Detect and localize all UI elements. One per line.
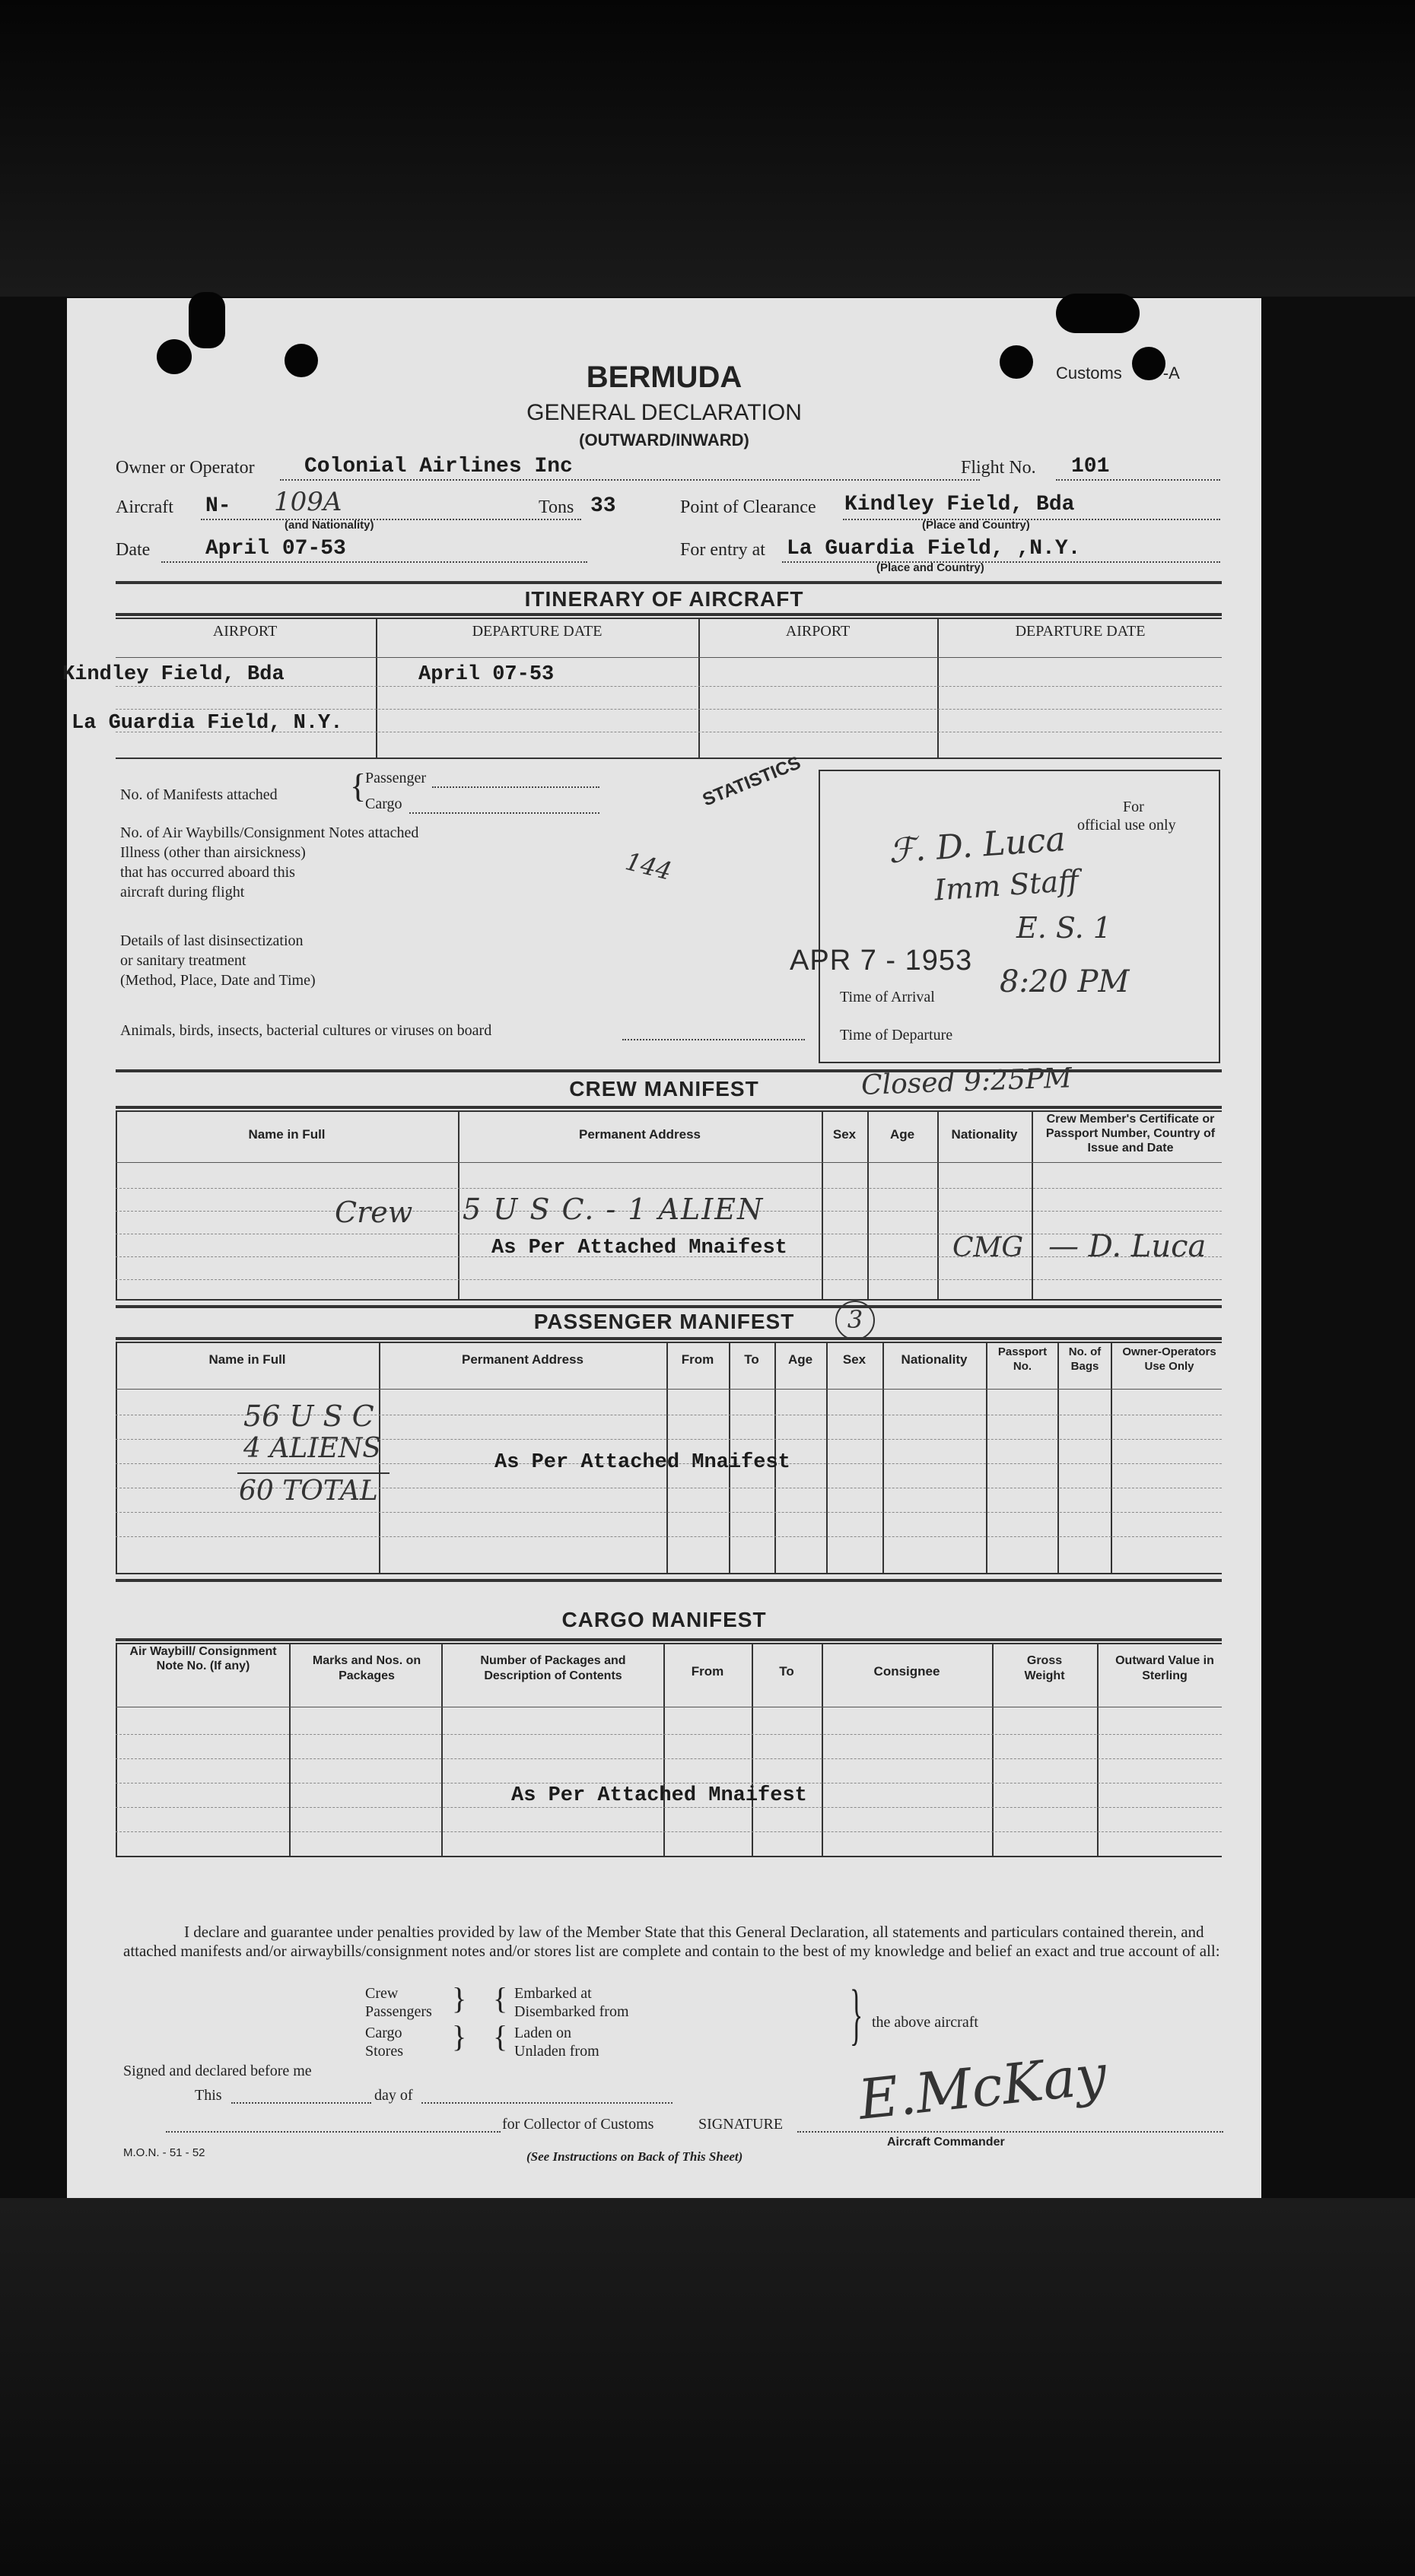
aircraft-prefix: N- (205, 494, 231, 518)
aircraft-registration: 109A (274, 487, 342, 517)
scan-border-bottom (0, 2198, 1415, 2576)
cargo-col-value: Outward Value in Sterling (1115, 1654, 1214, 1682)
cargo-heading: CARGO MANIFEST (561, 1608, 767, 1631)
passenger-col-age: Age (787, 1352, 813, 1367)
crew-col-address: Permanent Address (579, 1127, 701, 1142)
cargo-col-from: From (691, 1664, 724, 1679)
cargo-col-description: Number of Packages and Description of Contents (480, 1654, 626, 1682)
clearance-value: Kindley Field, Bda (844, 493, 1075, 516)
itinerary-row2-airport: La Guardia Field, N.Y. (72, 712, 343, 735)
crew-handwritten-label: Crew (335, 1196, 413, 1229)
illness-label-2: that has occurred aboard this (120, 864, 295, 881)
crew-col-age: Age (889, 1127, 915, 1142)
itinerary-col-date-1: DEPARTURE DATE (472, 623, 603, 640)
aircraft-label: Aircraft (116, 497, 173, 517)
passenger-col-nationality: Nationality (901, 1352, 968, 1367)
entry-value: La Guardia Field, ,N.Y. (787, 537, 1081, 561)
itinerary-col-airport-2: AIRPORT (785, 623, 851, 640)
passenger-col-address: Permanent Address (462, 1352, 583, 1367)
declaration-unladen: Unladen from (514, 2043, 599, 2060)
passenger-col-sex: Sex (842, 1352, 866, 1367)
form-direction: (OUTWARD/INWARD) (579, 430, 749, 449)
declaration-passengers: Passengers (365, 2003, 432, 2020)
entry-place-note: (Place and Country) (876, 561, 984, 574)
crew-attached-note: As Per Attached Mnaifest (491, 1237, 787, 1259)
official-label-1: For (1123, 799, 1144, 815)
itinerary-row1-date: April 07-53 (418, 663, 555, 686)
passenger-attached-note: As Per Attached Mnaifest (494, 1451, 790, 1474)
itinerary-col-airport-1: AIRPORT (212, 623, 278, 640)
passenger-col-from: From (681, 1352, 714, 1367)
instructions-note: (See Instructions on Back of This Sheet) (526, 2149, 743, 2164)
declaration-embarked: Embarked at (514, 1985, 592, 2002)
manifests-label: No. of Manifests attached (120, 786, 278, 803)
date-label: Date (116, 540, 151, 560)
crew-col-certificate: Crew Member's Certificate or Passport Number, Country of Issue and Date (1045, 1113, 1216, 1155)
itinerary-row1-airport: Kindley Field, Bda (62, 663, 285, 686)
collector-label: for Collector of Customs (502, 2116, 654, 2133)
passenger-hand-usc: 56 U S C (243, 1399, 374, 1433)
manifest-cargo-label: Cargo (365, 796, 402, 812)
date-value: April 07-53 (205, 537, 346, 561)
passenger-hand-total: 60 TOTAL (239, 1475, 378, 1507)
disinfect-label-2: or sanitary treatment (120, 952, 246, 969)
manifest-passenger-label: Passenger (365, 770, 426, 786)
aircraft-nationality-note: (and Nationality) (285, 519, 374, 532)
itinerary-col-date-2: DEPARTURE DATE (1015, 623, 1146, 640)
departure-label: Time of Departure (840, 1027, 953, 1043)
entry-label: For entry at (680, 540, 765, 560)
crew-initials: CMG (952, 1232, 1024, 1263)
crew-handwritten-count: 5 U S C. - 1 ALIEN (463, 1193, 765, 1226)
form-code: Customs -A (1056, 364, 1180, 383)
crew-col-nationality: Nationality (951, 1127, 1018, 1142)
crew-closed-note: Closed 9:25PM (860, 1062, 1073, 1101)
declaration-crew: Crew (365, 1985, 399, 2002)
tear-left (189, 292, 225, 348)
official-note-imm: Imm Staff (933, 863, 1080, 907)
illness-label-1: Illness (other than airsickness) (120, 844, 306, 861)
passenger-hand-aliens: 4 ALIENS (243, 1433, 381, 1464)
commander-label: Aircraft Commander (887, 2136, 1005, 2149)
form-number: M.O.N. - 51 - 52 (123, 2146, 205, 2159)
clearance-place-note: (Place and Country) (922, 519, 1030, 532)
flight-value: 101 (1071, 455, 1110, 478)
crew-col-sex: Sex (832, 1127, 857, 1142)
tons-value: 33 (590, 494, 616, 518)
cargo-col-consignee: Consignee (873, 1664, 940, 1679)
crew-col-name: Name in Full (248, 1127, 326, 1142)
declaration-text: I declare and guarantee under penalties provided by law of the Member State that this General Declaration, all statements and particulars contained therein, and attached manifests and/or airwaybills/consignment notes and/or stores list are complete and contain to the best of my knowledge and belief an exact and true account of all: (123, 1923, 1220, 1960)
general-declaration-form: BERMUDA GENERAL DECLARATION (OUTWARD/INWARD) Customs -A Owner or Operator Colonial Airlines Inc Flight No. 101 Aircraft N- 109A (and Nationality) Tons 33 Point of Clearance Kindley Field, Bda (Place and Country) Date April 07-53 For entry at La Guardia Field, ,N.Y. (Place and Country) ITINERARY OF AIRCRAFT AIRPORT DEPARTURE DATE AIRPORT DEPARTURE DATE Kindley Field, Bda April 07-53 La Guardia Field, N.Y. No. of Manifests attached { Passenger Cargo No. of Air Waybills/Consignment Notes attached Illness (other than airsickness) that has occurred aboard this aircraft during flight Details of last disinsectization or sanitary treatment (Method, Place, Date and Time) Animals, birds, insects, bacterial cultures or viruses on board STATISTICS 144 For official use only ℱ. D. Luca Imm Staff E. S. 1 APR 7 - 1953 Time of Arrival 8:20 PM Time of Departure CREW MANIFEST Closed 9:25PM Name in Full Permanent Address Sex Age Nationality Crew Member's Certificate or Passport Number, Country of Issue and Date Crew 5 U S C. - 1 ALIEN As Per Attached Mnaifest CMG — D. Luca PASSENGER MANIFEST 3 Name in Full Permanent Address From To Age Sex Nationality Passport No. No. of Bags Owner-Operators Use Only 56 U S C 4 ALIENS 60 TOTAL As Per Attached Mnaifest CARGO MANIFEST Air Waybill/ Consignment Note No. (If any) Marks and Nos. on Packages Number of Packages and Description of Contents From To Consignee Gross Weight Outward Value in Sterling As Per Attached Mnaifest I declare and guarantee under penalties provided by law of the Member State that this General Declaration, all statements and particulars contained therein, and attached manifests and/or airwaybills/consignment notes and/or stores list are complete and contain to the best of my knowledge and belief an exact and true account of all: Crew Passengers Cargo Stores } } { { Embarked at Disembarked from Laden on Unladen from } the above aircraft Signed and declared before me This day of for Collector of Customs SIGNATURE E.McKay Aircraft Commander M.O.N. - 51 - 52 (See Instructions on Back of This Sheet) (67, 298, 1261, 2198)
declaration-laden: Laden on (514, 2025, 571, 2041)
owner-value: Colonial Airlines Inc (304, 455, 573, 478)
passenger-heading: PASSENGER MANIFEST (533, 1310, 795, 1333)
waybills-label: No. of Air Waybills/Consignment Notes attached (120, 824, 419, 841)
tear-right (1056, 294, 1140, 333)
scan-border-top (0, 0, 1415, 297)
this-label: This (195, 2087, 222, 2104)
declaration-stores: Stores (365, 2043, 403, 2060)
flight-label: Flight No. (961, 458, 1036, 478)
arrival-label: Time of Arrival (840, 989, 935, 1005)
commander-signature: E.McKay (855, 2042, 1110, 2132)
declaration-disembarked: Disembarked from (514, 2003, 629, 2020)
arrival-date-stamp: APR 7 - 1953 (790, 945, 973, 977)
passenger-circled-number: 3 (835, 1301, 875, 1340)
passenger-col-name: Name in Full (208, 1352, 286, 1367)
clearance-label: Point of Clearance (680, 497, 816, 517)
passenger-col-to: To (744, 1352, 759, 1367)
signed-label: Signed and declared before me (123, 2063, 312, 2079)
signature-label: SIGNATURE (698, 2116, 784, 2133)
passenger-col-passport: Passport No. (997, 1345, 1048, 1373)
form-title: BERMUDA (586, 361, 742, 394)
disinfect-label-3: (Method, Place, Date and Time) (120, 972, 316, 989)
form-subtitle: GENERAL DECLARATION (526, 400, 802, 425)
official-signature: ℱ. D. Luca (887, 819, 1067, 872)
cargo-col-to: To (779, 1664, 794, 1679)
declaration-tail: the above aircraft (872, 2014, 978, 2031)
disinfect-label-1: Details of last disinsectization (120, 932, 304, 949)
animals-label: Animals, birds, insects, bacterial cultures or viruses on board (120, 1022, 492, 1039)
statistics-stamp: STATISTICS (699, 752, 804, 811)
cargo-col-weight: Gross Weight (1024, 1654, 1065, 1682)
passenger-col-bags: No. of Bags (1068, 1345, 1102, 1373)
crew-heading: CREW MANIFEST (569, 1077, 759, 1101)
declaration-cargo: Cargo (365, 2025, 402, 2041)
passenger-col-owner-use: Owner-Operators Use Only (1122, 1345, 1216, 1373)
crew-certificate-signature: — D. Luca (1048, 1229, 1207, 1264)
cargo-col-marks: Marks and Nos. on Packages (312, 1654, 421, 1682)
day-label: day of (374, 2087, 413, 2104)
cargo-col-waybill: Air Waybill/ Consignment Note No. (If any) (129, 1645, 277, 1672)
official-note-es: E. S. 1 (1016, 911, 1111, 945)
tons-label: Tons (539, 497, 574, 517)
handwritten-number: 144 (622, 846, 675, 886)
illness-label-3: aircraft during flight (120, 884, 245, 900)
itinerary-heading: ITINERARY OF AIRCRAFT (524, 587, 804, 611)
cargo-attached-note: As Per Attached Mnaifest (511, 1784, 807, 1807)
arrival-time: 8:20 PM (1000, 964, 1130, 999)
official-label-2: official use only (1077, 817, 1176, 834)
owner-label: Owner or Operator (116, 458, 255, 478)
